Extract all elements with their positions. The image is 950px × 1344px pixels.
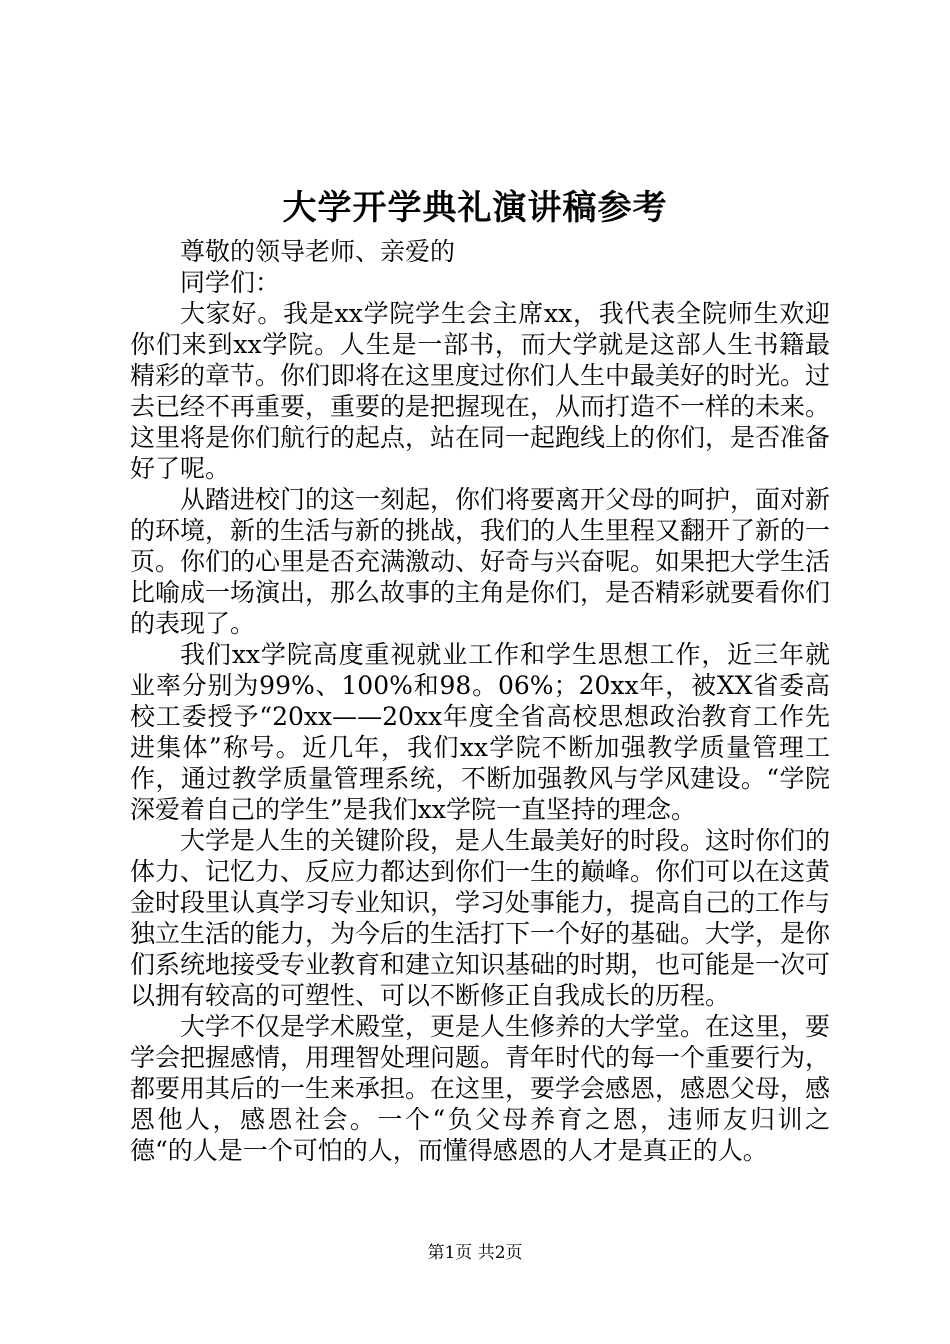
document-title: 大学开学典礼演讲稿参考	[282, 188, 668, 228]
body-paragraph: 大学是人生的关键阶段，是人生最美好的时段。这时你们的体力、记忆力、反应力都达到你们一生的巅峰。你们可以在这黄金时段里认真学习专业知识，学习处事能力，提高自己的工作与独立生活的能力，为今后的生活打下一个好的基础。大学，是你们系统地接受专业教育和建立知识基础的时期，也可能是一次可以拥有较高的可塑性、可以不断修正自我成长的历程。	[130, 826, 831, 1010]
body-paragraph: 我们xx学院高度重视就业工作和学生思想工作，近三年就业率分别为99%、100%和98。06%；20xx年，被XX省委高校工委授予“20xx——20xx年度全省高校思想政治教育工作先进集体”称号。近几年，我们xx学院不断加强教学质量管理工作，通过教学质量管理系统，不断加强教风与学风建设。“学院深爱着自己的学生”是我们xx学院一直坚持的理念。	[130, 640, 830, 824]
body-paragraph: 从踏进校门的这一刻起，你们将要离开父母的呵护，面对新的环境，新的生活与新的挑战，我们的人生里程又翻开了新的一页。你们的心里是否充满激动、好奇与兴奋呢。如果把大学生活比喻成一场演出，那么故事的主角是你们，是否精彩就要看你们的表现了。	[130, 485, 831, 638]
salutation-line: 尊敬的领导老师、亲爱的	[180, 237, 456, 266]
body-paragraph: 大学不仅是学术殿堂，更是人生修养的大学堂。在这里，要学会把握感情，用理智处理问题。青年时代的每一个重要行为，都要用其后的一生来承担。在这里，要学会感恩，感恩父母，感恩他人，感恩社会。一个“负父母养育之恩，违师友归训之德“的人是一个可怕的人，而懂得感恩的人才是真正的人。	[130, 1012, 831, 1165]
body-paragraph: 大家好。我是xx学院学生会主席xx，我代表全院师生欢迎你们来到xx学院。人生是一部书，而大学就是这部人生书籍最精彩的章节。你们即将在这里度过你们人生中最美好的时光。过去已经不再重要，重要的是把握现在，从而打造不一样的未来。这里将是你们航行的起点，站在同一起跑线上的你们，是否准备好了呢。	[130, 299, 831, 483]
salutation-line: 同学们：	[180, 268, 281, 297]
document-body	[130, 236, 830, 1166]
page-number-footer: 第1页 共2页	[427, 1243, 523, 1263]
